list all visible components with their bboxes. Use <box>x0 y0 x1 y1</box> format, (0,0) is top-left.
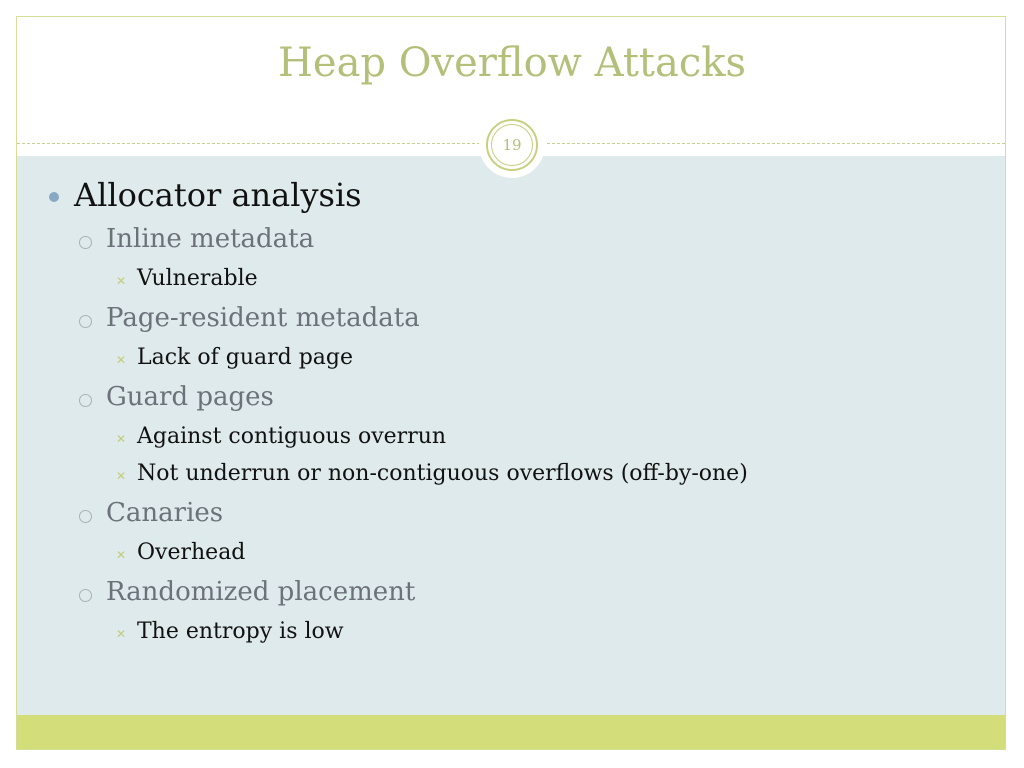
detail-bullet: Not underrun or non-contiguous overflows (off-by-one) <box>137 461 748 486</box>
circle-bullet-icon <box>79 589 92 602</box>
x-bullet-icon: ✕ <box>116 432 127 446</box>
detail-bullet: Lack of guard page <box>137 345 354 370</box>
detail-bullet: Overhead <box>137 540 246 565</box>
x-bullet-icon: ✕ <box>116 353 127 367</box>
detail-bullet: Against contiguous overrun <box>137 424 447 449</box>
x-bullet-icon: ✕ <box>116 627 127 641</box>
main-bullet: Allocator analysis <box>74 176 362 214</box>
sub-bullet: Guard pages <box>106 382 274 412</box>
footer-bar <box>17 715 1005 749</box>
x-bullet-icon: ✕ <box>116 548 127 562</box>
detail-bullet: The entropy is low <box>137 619 344 644</box>
x-bullet-icon: ✕ <box>116 469 127 483</box>
bullet-dot-icon <box>49 192 59 202</box>
circle-bullet-icon <box>79 236 92 249</box>
circle-bullet-icon <box>79 315 92 328</box>
sub-bullet: Inline metadata <box>106 224 315 254</box>
page-number: 19 <box>491 124 533 166</box>
sub-bullet: Page-resident metadata <box>106 303 420 333</box>
circle-bullet-icon <box>79 510 92 523</box>
slide-title: Heap Overflow Attacks <box>278 40 746 86</box>
sub-bullet: Canaries <box>106 498 224 528</box>
sub-bullet: Randomized placement <box>106 577 416 607</box>
detail-bullet: Vulnerable <box>137 266 258 291</box>
x-bullet-icon: ✕ <box>116 274 127 288</box>
circle-bullet-icon <box>79 394 92 407</box>
